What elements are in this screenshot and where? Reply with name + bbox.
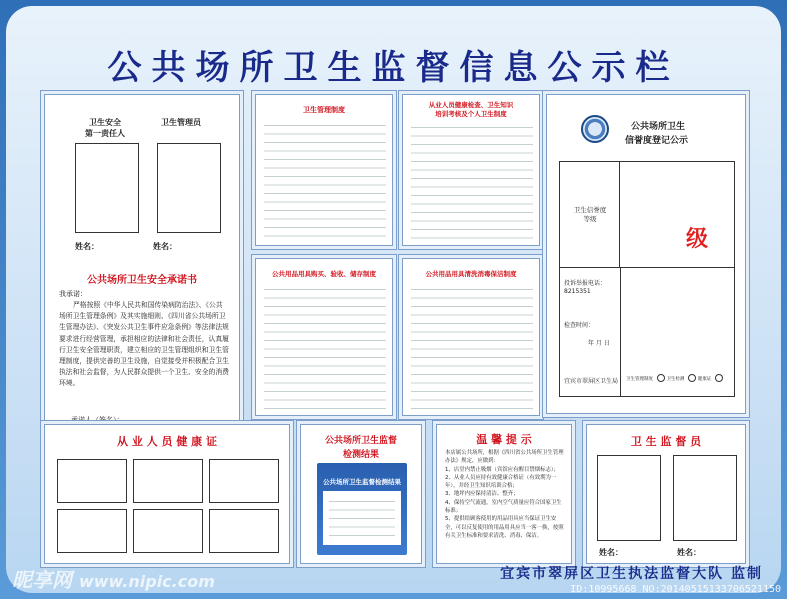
supervisor-title: 卫 生 监 督 员	[630, 435, 702, 448]
disinfection-rules-title: 公共用品用具清洗消毒保洁制度	[425, 270, 517, 278]
credit-rating-panel	[546, 94, 746, 414]
credit-grade-value: 级	[686, 227, 709, 252]
health-cert-title: 从 业 人 员 健 康 证	[117, 435, 217, 448]
health-check-rules-text	[411, 123, 533, 241]
management-rules-panel	[255, 94, 393, 246]
pledge-signature: 承诺人（签名）：	[71, 416, 124, 424]
supervisor-panel	[586, 424, 746, 564]
notice-item: 本店属公共场所，根据《四川省公共场所卫生管理办法》规定，应做到：	[445, 450, 564, 465]
inspection-title-line1: 公共场所卫生监督	[324, 436, 397, 446]
health-cert-slot	[209, 459, 279, 503]
credit-options	[626, 374, 734, 382]
option-management: 卫生管理制度	[626, 377, 665, 382]
credit-level-label: 卫生信誉度 等级	[573, 206, 607, 223]
option-circle-icon	[688, 374, 696, 382]
credit-title-line1: 公共场所卫生	[631, 122, 686, 132]
bulletin-board	[6, 6, 781, 593]
notice-item: 4、保持空气流通，室内空气质量应符合国家卫生标准；	[445, 499, 562, 515]
issuer-label: 宜宾市翠屏区卫生局	[564, 378, 619, 385]
credit-title-line2: 信誉度登记公示	[625, 136, 689, 146]
pledge-title: 公共场所卫生安全承诺书	[87, 275, 197, 286]
name-label-right: 姓名：	[153, 242, 177, 251]
managers-panel	[44, 94, 240, 436]
notice-panel	[436, 424, 572, 564]
health-cert-slot	[133, 509, 203, 553]
credit-grade-cell	[620, 162, 734, 268]
watermark-brand-text: 昵享网	[12, 568, 72, 592]
name-label-left: 姓名：	[75, 242, 99, 251]
check-time-label: 检查时间：	[564, 322, 595, 329]
notice-item: 5、提供给顾客使用的用品用具应当保证卫生安全，可以反复使用的用品用具应当一客一换，按照有关卫生标准和要求清洗、消毒、保洁。	[445, 516, 564, 539]
credit-table	[559, 161, 735, 397]
phone-number: 8215351	[564, 288, 591, 295]
purchase-rules-title: 公共用品用具购买、验收、储存制度	[272, 270, 376, 278]
purchase-rules-panel	[255, 258, 393, 416]
certificate-title: 公共场所卫生监督检测结果	[323, 478, 401, 486]
health-emblem-icon	[581, 115, 609, 143]
option-testing: 卫生检测	[666, 377, 696, 382]
health-cert-slot	[209, 509, 279, 553]
management-rules-text	[264, 121, 386, 241]
manager-photo-left	[75, 143, 139, 233]
certificate-lines	[329, 497, 395, 537]
manager-photo-right	[157, 143, 221, 233]
disinfection-rules-text	[411, 285, 533, 411]
disinfection-rules-panel	[402, 258, 540, 416]
board-footer: 宜宾市翠屏区卫生执法监督大队 监制	[500, 566, 763, 582]
option-circle-icon	[715, 374, 723, 382]
watermark-brand	[12, 564, 215, 593]
notice-title: 温 馨 提 示	[476, 433, 532, 446]
inspection-certificate	[317, 463, 407, 555]
purchase-rules-text	[264, 285, 386, 411]
check-date: 年 月 日	[588, 340, 610, 347]
supervisor-photo-right	[673, 455, 737, 541]
board-title: 公共场所卫生监督信息公示栏	[107, 48, 680, 88]
pledge-greeting: 我承诺：	[59, 290, 87, 298]
notice-item: 3、地坪内应保持清洁、整齐；	[445, 491, 519, 498]
supervisor-name-right: 姓名：	[677, 548, 701, 557]
credit-divider	[620, 268, 621, 396]
management-rules-title: 卫生管理制度	[303, 106, 345, 114]
certificate-body	[323, 491, 401, 545]
inspection-title-line2: 检测结果	[342, 450, 379, 460]
health-check-rules-title: 从业人员健康检查、卫生知识 培训考核及个人卫生制度	[428, 101, 514, 118]
supervisor-photo-left	[597, 455, 661, 541]
pledge-body: 严格按照《中华人民共和国传染病防治法》、《公共场所卫生管理条例》及其实施细则、《四川省公共场所卫生管理办法》、《突发公共卫生事件应急条例》等法律法规要求进行经营管理，承担相应的法律和社会责任，认真履行卫生安全管理职责，建立相应的卫生管理组织和卫生管理制度，提供完善的卫生设施，自觉接受并积极配合卫生执法和社会监督，为人民群众提供一个卫生、安全的消费环境。	[59, 301, 229, 388]
health-check-rules-panel	[402, 94, 540, 246]
watermark-id: ID:10995668 NO:20140515133706521150	[570, 584, 781, 595]
inspection-panel	[300, 424, 422, 564]
option-health-cert: 健康证	[698, 377, 724, 382]
watermark-url: www.nipic.com	[78, 572, 215, 591]
phone-label: 投诉举报电话：	[564, 280, 607, 287]
option-circle-icon	[657, 374, 665, 382]
notice-item: 2、从业人员应持有效健康合格证（有效期为一年），并经卫生知识培训合格；	[445, 474, 557, 490]
supervisor-name-left: 姓名：	[599, 548, 623, 557]
hygiene-manager-label: 卫生管理员	[161, 118, 201, 127]
notice-item: 1、店堂内禁止吸烟（宾馆应有醒目禁烟标志）；	[445, 466, 559, 473]
health-cert-panel	[44, 424, 290, 564]
first-responsible-label: 卫生安全 第一责任人	[85, 118, 125, 138]
health-cert-slot	[133, 459, 203, 503]
health-cert-slot	[57, 509, 127, 553]
notice-text	[445, 449, 567, 561]
health-cert-slot	[57, 459, 127, 503]
